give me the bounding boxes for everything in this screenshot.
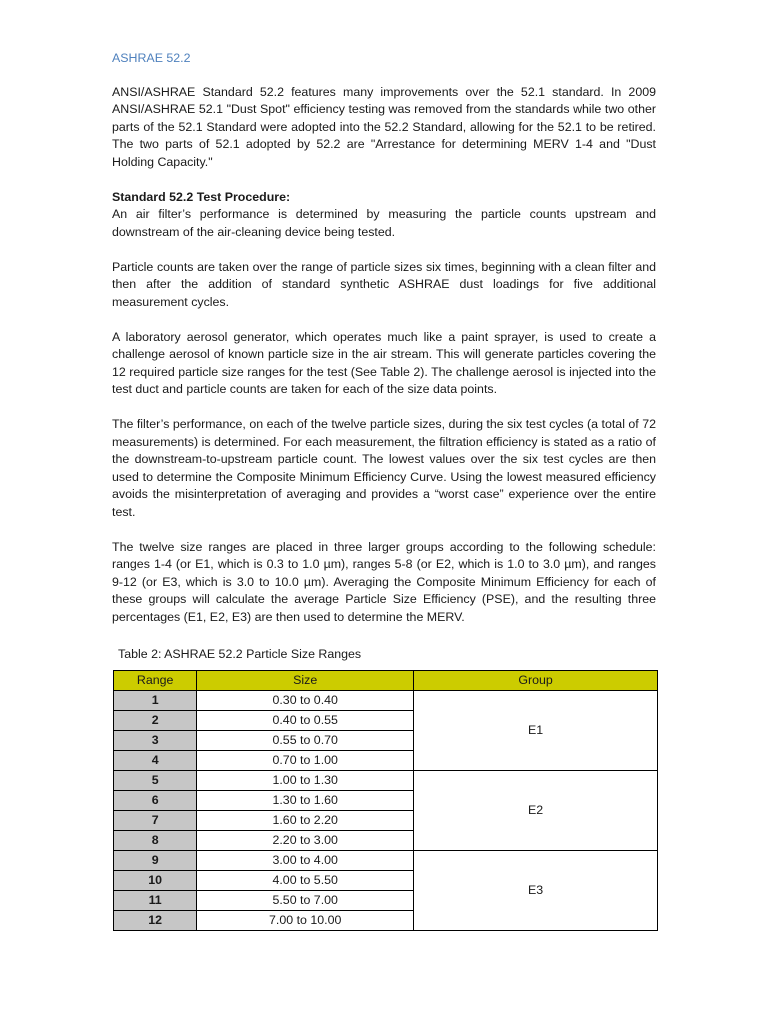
range-cell: 2 — [114, 710, 197, 730]
range-cell: 1 — [114, 690, 197, 710]
size-cell: 1.60 to 2.20 — [197, 810, 414, 830]
range-cell: 4 — [114, 750, 197, 770]
size-cell: 7.00 to 10.00 — [197, 910, 414, 930]
size-cell: 5.50 to 7.00 — [197, 890, 414, 910]
range-cell: 7 — [114, 810, 197, 830]
table-caption: Table 2: ASHRAE 52.2 Particle Size Ranges — [118, 647, 362, 661]
header-range: Range — [114, 670, 197, 690]
range-cell: 8 — [114, 830, 197, 850]
table-row — [114, 770, 658, 790]
size-cell: 0.40 to 0.55 — [197, 710, 414, 730]
size-cell: 1.00 to 1.30 — [197, 770, 414, 790]
size-cell: 0.30 to 0.40 — [197, 690, 414, 710]
group-cell-e2: E2 — [414, 770, 658, 850]
document-heading: ASHRAE 52.2 — [112, 51, 191, 65]
group-cell-e1: E1 — [414, 690, 658, 770]
counts-paragraph: Particle counts are taken over the range of particle sizes six times, beginning with a clean filter and then after the addition of standard synthetic ASHRAE dust loadings for five additional measurement cycles. — [112, 259, 656, 309]
range-cell: 11 — [114, 890, 197, 910]
generator-paragraph: A laboratory aerosol generator, which operates much like a paint sprayer, is used to create a challenge aerosol of known particle size in the air stream. This will generate particles covering the 12 required particle size ranges for the test (See Table 2). The challenge aerosol is injected into the test duct and particle counts are taken for each of the size data points. — [112, 329, 656, 396]
procedure-paragraph: An air filter’s performance is determined by measuring the particle counts upstream and downstream of the air-cleaning device being tested. — [112, 207, 656, 239]
size-cell: 3.00 to 4.00 — [197, 850, 414, 870]
size-cell: 0.70 to 1.00 — [197, 750, 414, 770]
group-cell-e3: E3 — [414, 850, 658, 930]
procedure-title: Standard 52.2 Test Procedure: — [112, 189, 291, 204]
size-cell: 0.55 to 0.70 — [197, 730, 414, 750]
groups-paragraph: The twelve size ranges are placed in three larger groups according to the following schedule: ranges 1-4 (or E1, which is 0.3 to 1.0 µm), ranges 5-8 (or E2, which is 1.0 to 3.0 µm), and ranges 9-12 (or E3, which is 3.0 to 10.0 µm). Averaging the Composite Minimum Efficiency for each of these groups will calculate the average Particle Size Efficiency (PSE), and the resulting three percentages (E1, E2, E3) are then used to determine the MERV. — [112, 539, 656, 624]
size-cell: 2.20 to 3.00 — [197, 830, 414, 850]
table-row — [114, 690, 658, 710]
performance-paragraph: The filter’s performance, on each of the twelve particle sizes, during the six test cycles (a total of 72 measurements) is determined. For each measurement, the filtration efficiency is stated as a ratio of the downstream-to-upstream particle count. The lowest values over the six test cycles are then used to determine the Composite Minimum Efficiency Curve. Using the lowest measured efficiency avoids the misinterpretation of averaging and provides a “worst case” experience over the entire test. — [112, 417, 656, 519]
document-content — [112, 50, 656, 931]
intro-paragraph: ANSI/ASHRAE Standard 52.2 features many improvements over the 52.1 standard. In 2009 ANSI/ASHRAE 52.1 "Dust Spot" efficiency testing was removed from the standards while two other parts of the 52.1 Standard were adopted into the 52.2 Standard, allowing for the 52.1 to be retired. The two parts of 52.1 adopted by 52.2 are "Arrestance for determining MERV 1-4 and "Dust Holding Capacity." — [112, 84, 656, 169]
range-cell: 9 — [114, 850, 197, 870]
table-row — [114, 850, 658, 870]
table-header-row — [114, 670, 658, 690]
header-size: Size — [197, 670, 414, 690]
range-cell: 12 — [114, 910, 197, 930]
range-cell: 5 — [114, 770, 197, 790]
range-cell: 3 — [114, 730, 197, 750]
range-cell: 6 — [114, 790, 197, 810]
header-group: Group — [414, 670, 658, 690]
size-cell: 1.30 to 1.60 — [197, 790, 414, 810]
particle-size-table — [113, 670, 658, 931]
size-cell: 4.00 to 5.50 — [197, 870, 414, 890]
range-cell: 10 — [114, 870, 197, 890]
